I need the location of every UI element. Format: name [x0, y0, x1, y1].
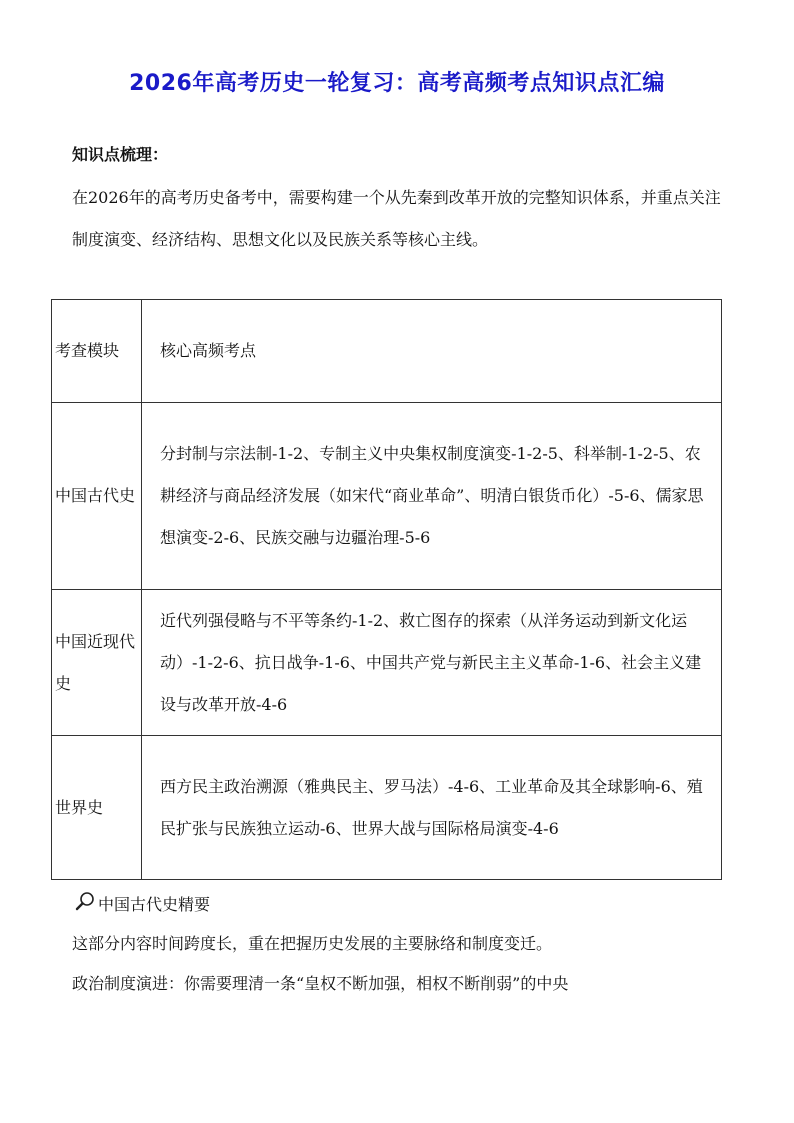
magnifier-icon — [74, 890, 98, 916]
table-header-row — [52, 300, 722, 403]
points-cell: 近代列强侵略与不平等条约-1-2、救亡图存的探索（从洋务运动到新文化运动）-1-2-6、抗日战争-1-6、中国共产党与新民主主义革命-1-6、社会主义建设与改革开放-4-6 — [142, 590, 722, 736]
module-cell: 世界史 — [52, 736, 142, 880]
subheading-text: 中国古代史精要 — [98, 894, 211, 914]
section-heading: 知识点梳理： — [72, 145, 169, 164]
table-row — [52, 590, 722, 736]
header-module: 考查模块 — [52, 300, 142, 403]
body-paragraph: 这部分内容时间跨度长，重在把握历史发展的主要脉络和制度变迁。 — [72, 934, 553, 953]
table-row — [52, 736, 722, 880]
points-cell: 分封制与宗法制-1-2、专制主义中央集权制度演变-1-2-5、科举制-1-2-5、农耕经济与商品经济发展（如宋代“商业革命”、明清白银货币化）-5-6、儒家思想演变-2-6、民族交融与边疆治理-5-6 — [142, 403, 722, 590]
module-cell: 中国古代史 — [52, 403, 142, 590]
knowledge-points-table — [51, 299, 722, 880]
module-cell: 中国近现代史 — [52, 590, 142, 736]
body-paragraph: 政治制度演进：你需要理清一条“皇权不断加强，相权不断削弱”的中央 — [72, 974, 569, 993]
header-points: 核心高频考点 — [142, 300, 722, 403]
subheading — [74, 890, 210, 916]
points-cell: 西方民主政治溯源（雅典民主、罗马法）-4-6、工业革命及其全球影响-6、殖民扩张与民族独立运动-6、世界大战与国际格局演变-4-6 — [142, 736, 722, 880]
table-row — [52, 403, 722, 590]
intro-paragraph: 在2026年的高考历史备考中，需要构建一个从先秦到改革开放的完整知识体系，并重点关注制度演变、经济结构、思想文化以及民族关系等核心主线。 — [72, 188, 721, 249]
document-title: 2026年高考历史一轮复习：高考高频考点知识点汇编 — [129, 71, 665, 96]
